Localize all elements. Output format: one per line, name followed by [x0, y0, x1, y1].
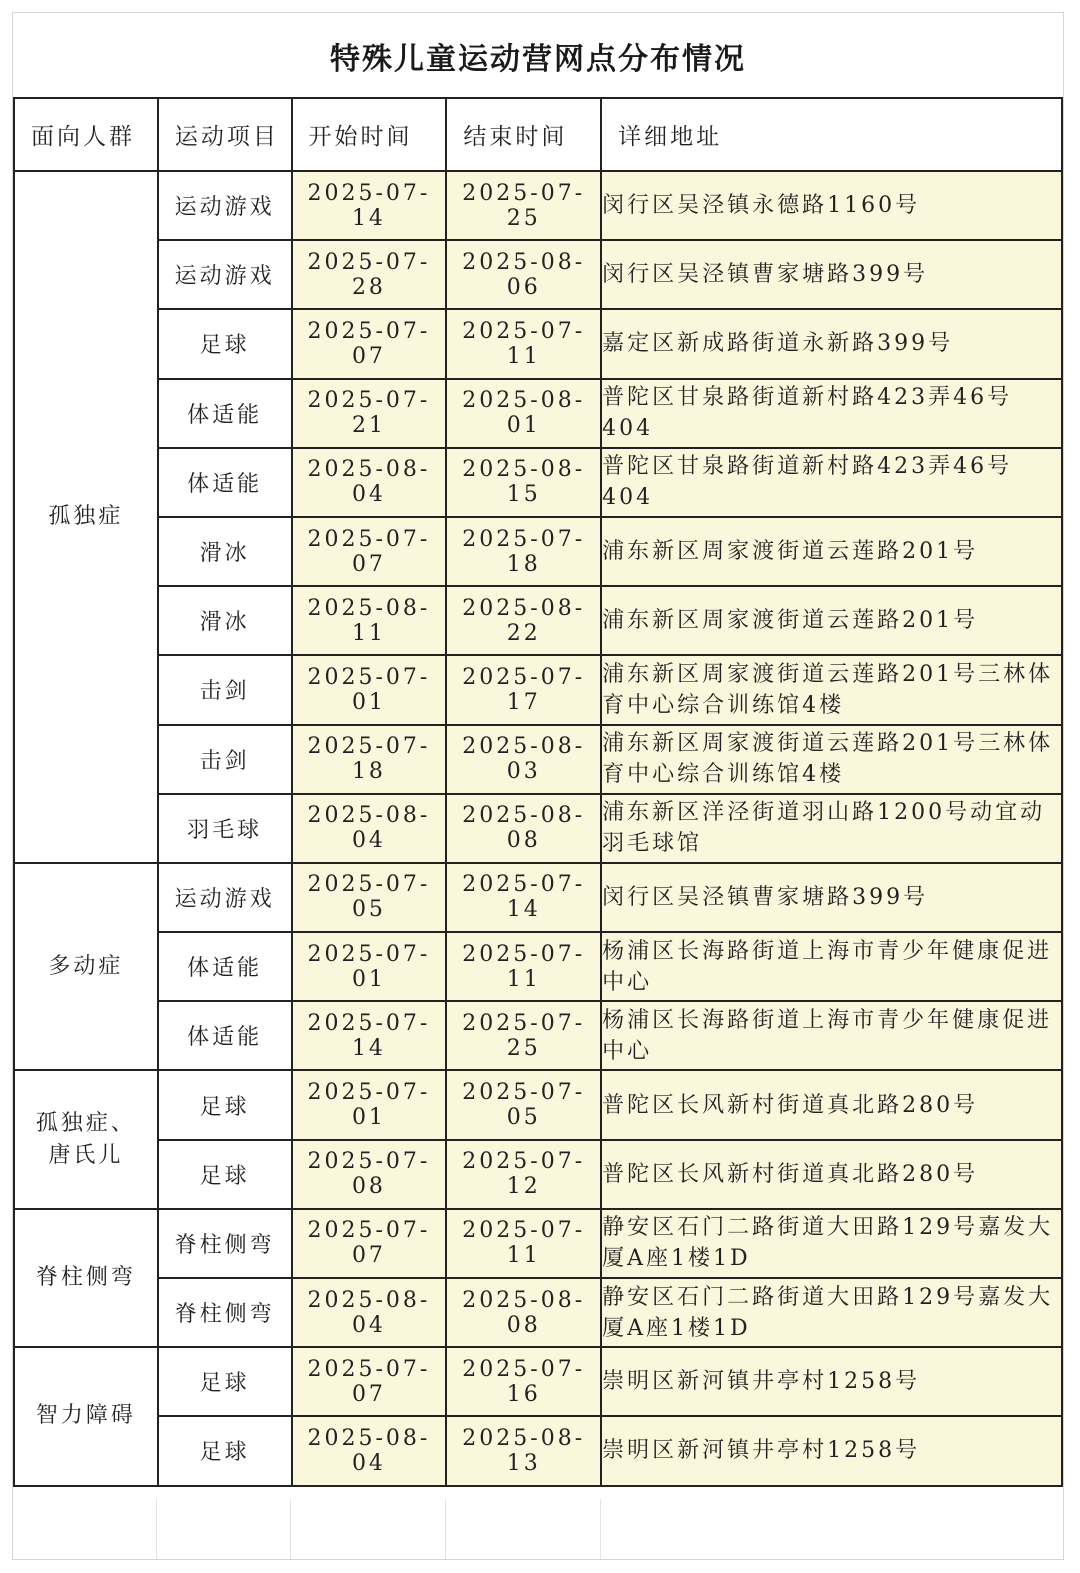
address-cell: 静安区石门二路街道大田路129号嘉发大厦A座1楼1D: [601, 1209, 1062, 1278]
address-cell: 普陀区长风新村街道真北路280号: [601, 1070, 1062, 1139]
sport-cell: 击剑: [158, 725, 292, 794]
end-date-cell: 2025-08-15: [446, 448, 601, 517]
sport-cell: 羽毛球: [158, 794, 292, 863]
audience-group-cell: 智力障碍: [14, 1347, 158, 1485]
address-cell: 杨浦区长海路街道上海市青少年健康促进中心: [601, 1001, 1062, 1070]
sport-cell: 足球: [158, 1140, 292, 1209]
audience-group-cell: 孤独症、唐氏儿: [14, 1070, 158, 1208]
table-row: [14, 863, 1062, 932]
start-date-cell: 2025-08-04: [292, 794, 447, 863]
start-date-cell: 2025-07-01: [292, 1070, 447, 1139]
start-date-cell: 2025-07-07: [292, 517, 447, 586]
sport-cell: 体适能: [158, 448, 292, 517]
end-date-cell: 2025-08-13: [446, 1416, 601, 1485]
start-date-cell: 2025-07-01: [292, 655, 447, 724]
end-date-cell: 2025-07-16: [446, 1347, 601, 1416]
address-cell: 浦东新区周家渡街道云莲路201号三林体育中心综合训练馆4楼: [601, 725, 1062, 794]
start-date-cell: 2025-08-04: [292, 448, 447, 517]
table-row: [14, 1347, 1062, 1416]
sport-cell: 运动游戏: [158, 863, 292, 932]
end-date-cell: 2025-08-08: [446, 1278, 601, 1347]
table-row: [14, 655, 1062, 724]
table-row: [14, 448, 1062, 517]
start-date-cell: 2025-08-04: [292, 1278, 447, 1347]
start-date-cell: 2025-07-05: [292, 863, 447, 932]
audience-group-cell: 孤独症: [14, 171, 158, 863]
table-row: [14, 794, 1062, 863]
start-date-cell: 2025-07-08: [292, 1140, 447, 1209]
start-date-cell: 2025-08-04: [292, 1416, 447, 1485]
end-date-cell: 2025-07-18: [446, 517, 601, 586]
address-cell: 浦东新区周家渡街道云莲路201号: [601, 517, 1062, 586]
empty-sheet-area: [13, 1499, 1063, 1559]
address-cell: 崇明区新河镇井亭村1258号: [601, 1347, 1062, 1416]
header-address: 详细地址: [601, 98, 1062, 171]
header-end: 结束时间: [446, 98, 601, 171]
start-date-cell: 2025-07-14: [292, 1001, 447, 1070]
sport-cell: 运动游戏: [158, 171, 292, 240]
end-date-cell: 2025-07-14: [446, 863, 601, 932]
end-date-cell: 2025-08-08: [446, 794, 601, 863]
address-cell: 普陀区甘泉路街道新村路423弄46号404: [601, 379, 1062, 448]
sport-cell: 脊柱侧弯: [158, 1209, 292, 1278]
address-cell: 嘉定区新成路街道永新路399号: [601, 309, 1062, 378]
address-cell: 普陀区长风新村街道真北路280号: [601, 1140, 1062, 1209]
page-title: 特殊儿童运动营网点分布情况: [330, 42, 746, 77]
address-cell: 杨浦区长海路街道上海市青少年健康促进中心: [601, 932, 1062, 1001]
address-cell: 闵行区吴泾镇曹家塘路399号: [601, 863, 1062, 932]
sport-cell: 体适能: [158, 379, 292, 448]
header-audience: 面向人群: [14, 98, 158, 171]
start-date-cell: 2025-07-21: [292, 379, 447, 448]
end-date-cell: 2025-07-11: [446, 932, 601, 1001]
table-body: [14, 171, 1062, 1486]
table-row: [14, 1416, 1062, 1485]
spreadsheet-sheet: [12, 12, 1064, 1560]
sport-cell: 足球: [158, 309, 292, 378]
end-date-cell: 2025-08-06: [446, 240, 601, 309]
end-date-cell: 2025-07-12: [446, 1140, 601, 1209]
address-cell: 闵行区吴泾镇曹家塘路399号: [601, 240, 1062, 309]
table-row: [14, 1209, 1062, 1278]
address-cell: 浦东新区周家渡街道云莲路201号三林体育中心综合训练馆4楼: [601, 655, 1062, 724]
start-date-cell: 2025-07-07: [292, 1209, 447, 1278]
table-row: [14, 1001, 1062, 1070]
table-row: [14, 517, 1062, 586]
camp-table: [13, 97, 1063, 1487]
table-row: [14, 379, 1062, 448]
sport-cell: 体适能: [158, 932, 292, 1001]
audience-group-cell: 脊柱侧弯: [14, 1209, 158, 1347]
sport-cell: 滑冰: [158, 586, 292, 655]
sport-cell: 体适能: [158, 1001, 292, 1070]
end-date-cell: 2025-07-25: [446, 171, 601, 240]
end-date-cell: 2025-07-17: [446, 655, 601, 724]
end-date-cell: 2025-08-03: [446, 725, 601, 794]
table-row: [14, 1140, 1062, 1209]
sport-cell: 脊柱侧弯: [158, 1278, 292, 1347]
sport-cell: 运动游戏: [158, 240, 292, 309]
end-date-cell: 2025-07-25: [446, 1001, 601, 1070]
end-date-cell: 2025-07-11: [446, 1209, 601, 1278]
end-date-cell: 2025-07-11: [446, 309, 601, 378]
start-date-cell: 2025-07-28: [292, 240, 447, 309]
table-row: [14, 171, 1062, 240]
start-date-cell: 2025-07-14: [292, 171, 447, 240]
address-cell: 浦东新区周家渡街道云莲路201号: [601, 586, 1062, 655]
end-date-cell: 2025-08-01: [446, 379, 601, 448]
address-cell: 浦东新区洋泾街道羽山路1200号动宜动羽毛球馆: [601, 794, 1062, 863]
start-date-cell: 2025-07-01: [292, 932, 447, 1001]
end-date-cell: 2025-08-22: [446, 586, 601, 655]
table-row: [14, 1278, 1062, 1347]
table-row: [14, 309, 1062, 378]
start-date-cell: 2025-07-07: [292, 1347, 447, 1416]
sport-cell: 足球: [158, 1416, 292, 1485]
table-row: [14, 240, 1062, 309]
table-row: [14, 932, 1062, 1001]
table-row: [14, 725, 1062, 794]
address-cell: 崇明区新河镇井亭村1258号: [601, 1416, 1062, 1485]
audience-group-cell: 多动症: [14, 863, 158, 1071]
start-date-cell: 2025-07-07: [292, 309, 447, 378]
header-start: 开始时间: [292, 98, 447, 171]
header-row: [14, 98, 1062, 171]
table-row: [14, 586, 1062, 655]
start-date-cell: 2025-07-18: [292, 725, 447, 794]
header-sport: 运动项目: [158, 98, 292, 171]
address-cell: 闵行区吴泾镇永德路1160号: [601, 171, 1062, 240]
address-cell: 普陀区甘泉路街道新村路423弄46号404: [601, 448, 1062, 517]
sport-cell: 滑冰: [158, 517, 292, 586]
end-date-cell: 2025-07-05: [446, 1070, 601, 1139]
table-row: [14, 1070, 1062, 1139]
address-cell: 静安区石门二路街道大田路129号嘉发大厦A座1楼1D: [601, 1278, 1062, 1347]
start-date-cell: 2025-08-11: [292, 586, 447, 655]
sport-cell: 足球: [158, 1070, 292, 1139]
sport-cell: 足球: [158, 1347, 292, 1416]
sport-cell: 击剑: [158, 655, 292, 724]
